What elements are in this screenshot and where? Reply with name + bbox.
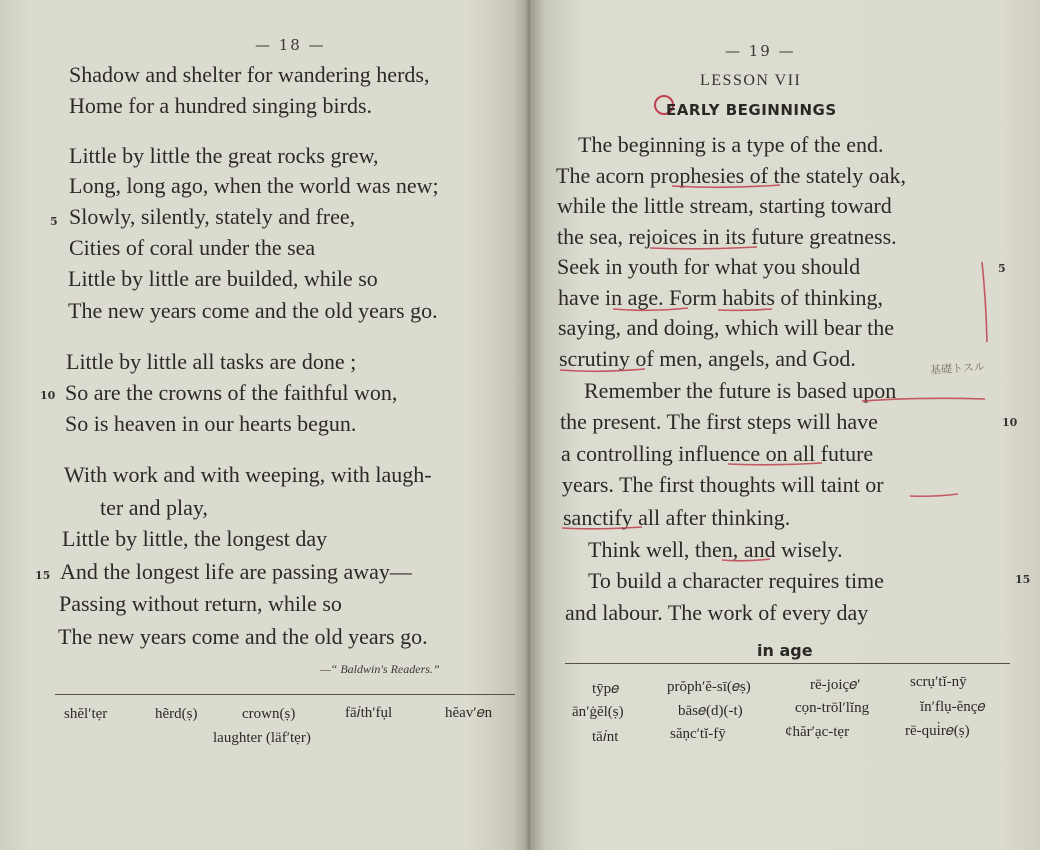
poem-line: Little by little the great rocks grew, bbox=[69, 143, 379, 168]
vocab-word: laughter (läf′tẹr) bbox=[213, 730, 311, 746]
text-line: the present. The first steps will have bbox=[560, 409, 878, 434]
text-line: sanctify all after thinking. bbox=[563, 505, 791, 530]
text-line: The beginning is a type of the end. bbox=[578, 132, 884, 157]
vocab-word: tā𝑖nt bbox=[592, 729, 619, 745]
vocab-word: ȼhăr′ạc-tẹr bbox=[785, 724, 850, 740]
vocab-word: hĕav′𝑒n bbox=[445, 705, 493, 721]
line-number: 10 bbox=[1002, 416, 1018, 429]
vocab-word: shĕl′tẹr bbox=[64, 706, 108, 722]
poem-line: Little by little, the longest day bbox=[62, 526, 328, 551]
poem-line: Little by little are builded, while so bbox=[68, 266, 378, 291]
line-number: 15 bbox=[35, 569, 51, 582]
page-number: — 18 — bbox=[255, 36, 326, 54]
text-line: Seek in youth for what you should bbox=[557, 254, 861, 279]
vocab-word: scrụ′tĭ-nȳ bbox=[910, 674, 967, 690]
poem-line: ter and play, bbox=[100, 495, 208, 520]
vocab-heading: in age bbox=[757, 641, 813, 660]
lesson-title: EARLY BEGINNINGS bbox=[666, 101, 837, 119]
lesson-label: LESSON VII bbox=[700, 72, 802, 89]
vocab-word: rē-qui̇r𝑒(ṣ) bbox=[905, 723, 970, 739]
text-line: Remember the future is based upon bbox=[584, 378, 897, 403]
vocab-word: ĭn′flụ-ĕnç𝑒 bbox=[920, 699, 986, 715]
text-line: years. The first thoughts will taint or bbox=[562, 472, 884, 497]
poem-line: The new years come and the old years go. bbox=[58, 624, 428, 649]
poem-line: The new years come and the old years go. bbox=[68, 298, 438, 323]
text-line: the sea, rejoices in its future greatness. bbox=[557, 224, 897, 249]
text-line: To build a character requires time bbox=[588, 568, 884, 593]
poem-line: With work and with weeping, with laugh- bbox=[64, 462, 432, 487]
line-number: 5 bbox=[50, 215, 58, 228]
line-number: 10 bbox=[40, 389, 56, 402]
poem-line: Shadow and shelter for wandering herds, bbox=[69, 62, 430, 87]
poem-line: Cities of coral under the sea bbox=[69, 235, 316, 260]
text-line: a controlling influence on all future bbox=[561, 441, 874, 466]
line-number: 5 bbox=[998, 262, 1006, 275]
vocab-word: cọn-trōl′lĭng bbox=[795, 700, 870, 716]
text-line: Think well, then, and wisely. bbox=[588, 537, 843, 562]
divider bbox=[565, 663, 1010, 664]
vocab-word: bās𝑒(d)(-t) bbox=[678, 703, 743, 719]
poem-line: Home for a hundred singing birds. bbox=[69, 93, 373, 118]
text-line: scrutiny of men, angels, and God. bbox=[559, 346, 856, 371]
poem-line: And the longest life are passing away— bbox=[60, 559, 412, 584]
vocab-word: săṇc′tĭ-fȳ bbox=[670, 726, 726, 742]
poem-line: Long, long ago, when the world was new; bbox=[69, 173, 439, 198]
poem-line: So is heaven in our hearts begun. bbox=[65, 411, 357, 436]
poem-line: Little by little all tasks are done ; bbox=[66, 349, 357, 374]
handwritten-note: 基礎トスル bbox=[929, 360, 986, 377]
text-line: and labour. The work of every day bbox=[565, 600, 869, 625]
poem-line: Slowly, silently, stately and free, bbox=[69, 204, 356, 229]
right-page bbox=[530, 0, 1040, 850]
vocab-word: prŏph′ĕ-sī(𝑒ṣ) bbox=[667, 679, 751, 695]
vocab-word: fā𝑖th′fụl bbox=[345, 705, 393, 721]
vocab-word: crown(ṣ) bbox=[242, 706, 296, 722]
attribution: —“ Baldwin's Readers.” bbox=[320, 662, 440, 676]
text-line: The acorn prophesies of the stately oak, bbox=[556, 163, 907, 188]
vocab-word: rē-joiç𝑒′ bbox=[810, 677, 861, 693]
poem-line: So are the crowns of the faithful won, bbox=[65, 380, 398, 405]
line-number: 15 bbox=[1015, 573, 1031, 586]
text-line: while the little stream, starting toward bbox=[557, 193, 892, 218]
vocab-word: ān′ġĕl(ṣ) bbox=[572, 704, 624, 720]
page-number: — 19 — bbox=[725, 42, 796, 60]
text-line: saying, and doing, which will bear the bbox=[558, 315, 895, 340]
divider bbox=[55, 694, 515, 695]
vocab-word: tȳp𝑒 bbox=[592, 681, 620, 697]
poem-line: Passing without return, while so bbox=[59, 591, 342, 616]
text-line: have in age. Form habits of thinking, bbox=[558, 285, 884, 310]
vocab-word: hẽrd(ṣ) bbox=[155, 706, 198, 722]
